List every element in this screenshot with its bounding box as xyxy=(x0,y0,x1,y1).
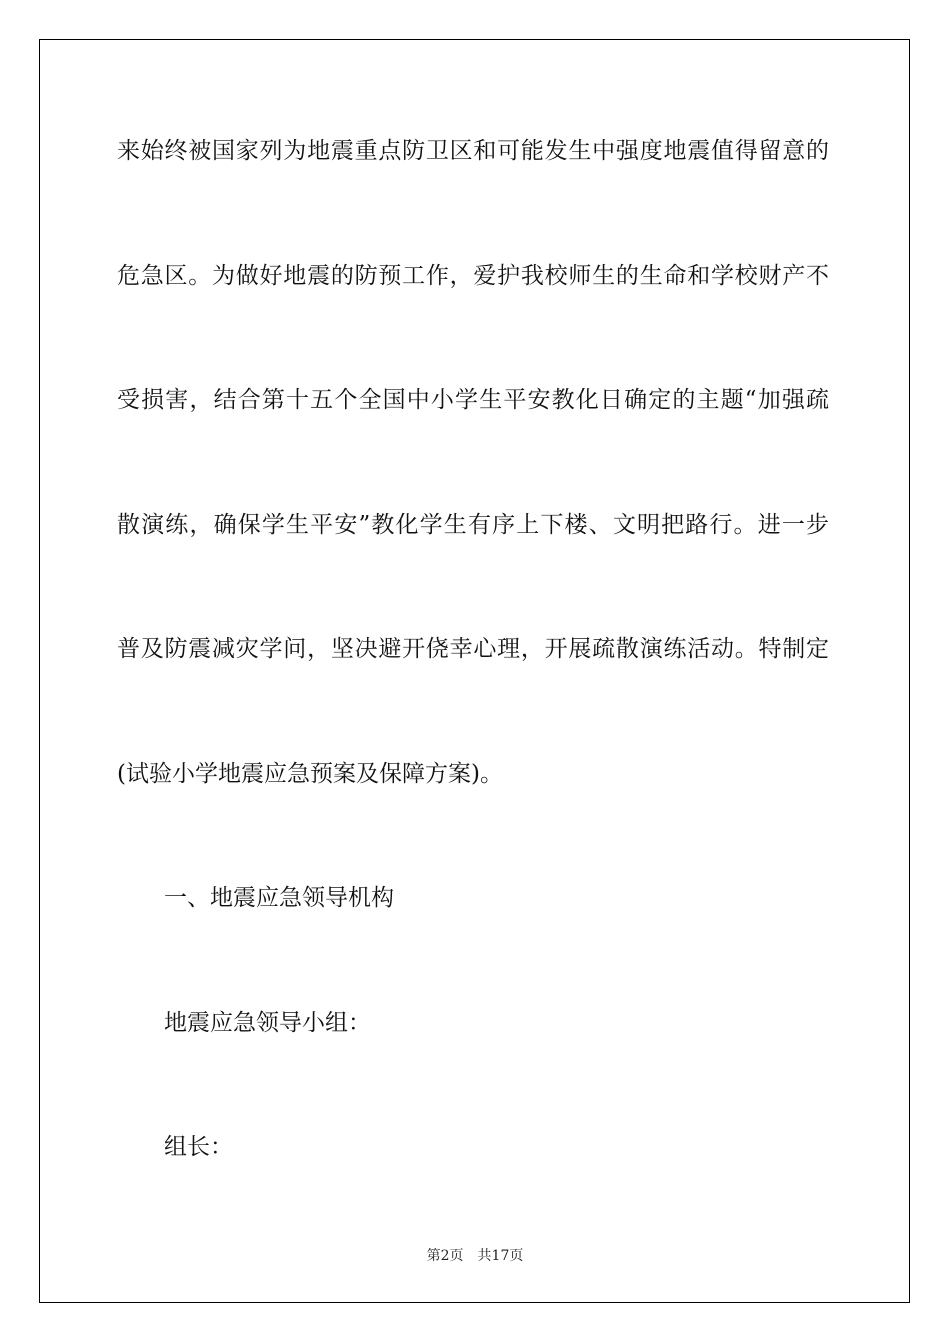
leader-label: 组长： xyxy=(164,1134,233,1160)
paragraph-line-6: (试验小学地震应急预案及保障方案)。 xyxy=(117,761,503,787)
paragraph-line-1: 来始终被国家列为地震重点防卫区和可能发生中强度地震值得留意的 xyxy=(117,138,829,164)
total-pages: 共17页 xyxy=(477,1248,524,1264)
group-label: 地震应急领导小组： xyxy=(164,1010,371,1036)
paragraph-line-2: 危急区。为做好地震的防预工作，爱护我校师生的生命和学校财产不 xyxy=(117,263,829,289)
page-border xyxy=(39,39,910,1303)
paragraph-line-5: 普及防震减灾学问，坚决避开侥幸心理，开展疏散演练活动。特制定 xyxy=(117,636,829,662)
page-number: 第2页 xyxy=(426,1248,464,1264)
section-heading: 一、地震应急领导机构 xyxy=(164,885,394,911)
page-footer xyxy=(0,1249,950,1263)
paragraph-line-4: 散演练，确保学生平安”教化学生有序上下楼、文明把路行。进一步 xyxy=(117,512,829,538)
paragraph-line-3: 受损害，结合第十五个全国中小学生平安教化日确定的主题“加强疏 xyxy=(117,387,829,413)
